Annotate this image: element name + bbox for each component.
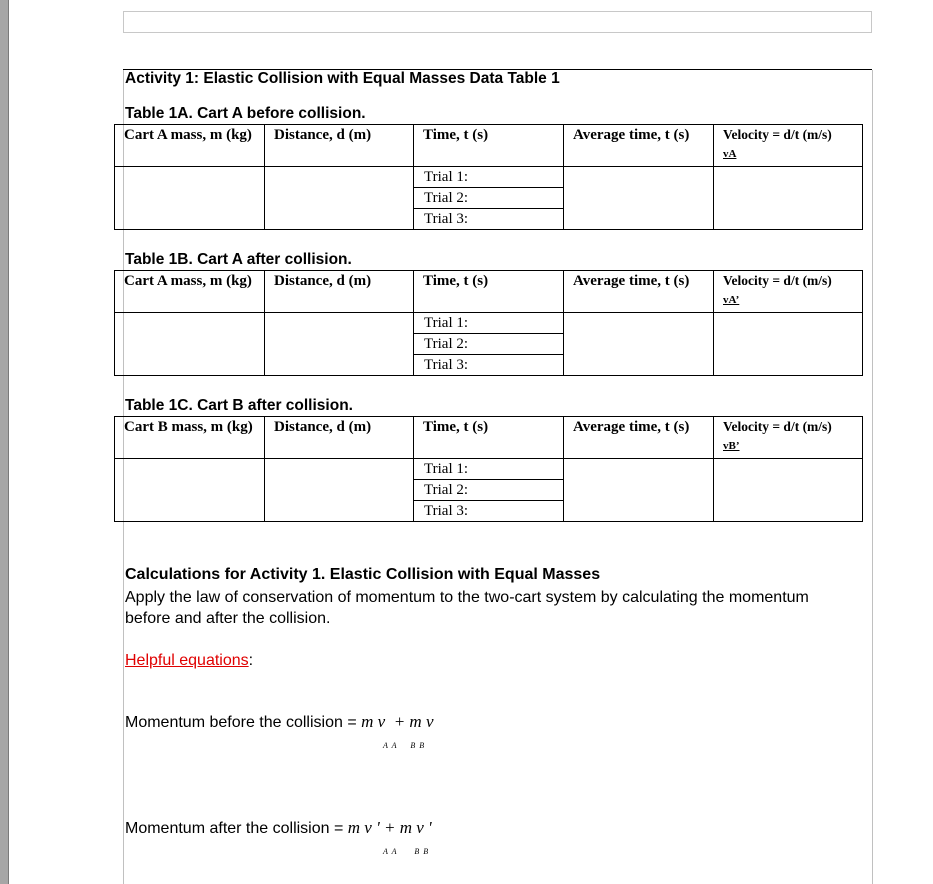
velocity-symbol: vA’ [723, 294, 740, 306]
time-header: Time, t (s) [414, 417, 564, 459]
velocity-symbol: vA [723, 148, 737, 160]
trial-3-cell[interactable]: Trial 3: [424, 503, 469, 519]
mass-header: Cart A mass, m (kg) [115, 125, 265, 167]
table-input-row [115, 167, 863, 230]
table-header-row [115, 271, 863, 313]
data-table-1b [114, 270, 863, 376]
trial-3-cell[interactable]: Trial 3: [424, 211, 469, 227]
momentum-after-equation [125, 818, 432, 838]
momentum-after-subscripts: A A B B [383, 847, 429, 856]
header-text-box[interactable] [123, 11, 872, 33]
mass-header: Cart B mass, m (kg) [115, 417, 265, 459]
distance-header: Distance, d (m) [265, 271, 414, 313]
table-header-row [115, 125, 863, 167]
trial-1-cell[interactable]: Trial 1: [414, 167, 563, 188]
table-1c-caption [125, 397, 353, 415]
momentum-after-label: Momentum after the collision = [125, 820, 348, 837]
distance-header: Distance, d (m) [265, 125, 414, 167]
data-table-1c [114, 416, 863, 522]
distance-input-cell[interactable] [265, 167, 414, 230]
table-1b-caption-prefix: Table 1B. [125, 251, 193, 268]
calculations-instructions: Apply the law of conservation of momentum to the two-cart system by calculating the momentum before and after the collision. [125, 589, 809, 627]
average-time-header: Average time, t (s) [564, 271, 714, 313]
window-left-edge [0, 0, 9, 884]
table-1a-caption [125, 105, 366, 123]
trial-1-cell[interactable]: Trial 1: [414, 459, 563, 480]
table-1a-caption-text: Cart A before collision. [192, 105, 366, 122]
momentum-before-label: Momentum before the collision = [125, 714, 362, 731]
distance-input-cell[interactable] [265, 459, 414, 522]
distance-header: Distance, d (m) [265, 417, 414, 459]
mass-input-cell[interactable] [115, 459, 265, 522]
average-time-header: Average time, t (s) [564, 125, 714, 167]
helpful-equations-label [125, 652, 253, 670]
mass-input-cell[interactable] [115, 167, 265, 230]
data-table-1a [114, 124, 863, 230]
momentum-after-expression: m v ' + m v ' [347, 818, 432, 837]
trial-2-cell[interactable]: Trial 2: [414, 188, 563, 209]
table-1c-caption-prefix: Table 1C. [125, 397, 193, 414]
velocity-formula: Velocity = d/t (m/s) [723, 419, 832, 434]
table-1b-caption [125, 251, 352, 269]
time-header: Time, t (s) [414, 271, 564, 313]
average-time-input-cell[interactable] [564, 313, 714, 376]
activity-title: Activity 1: Elastic Collision with Equal Masses Data Table 1 [125, 70, 560, 87]
velocity-formula: Velocity = d/t (m/s) [723, 273, 832, 288]
average-time-header: Average time, t (s) [564, 417, 714, 459]
time-trials-cell [414, 167, 564, 230]
calculations-title: Calculations for Activity 1. Elastic Collision with Equal Masses [125, 566, 601, 583]
table-1a-caption-prefix: Table 1A. [125, 105, 193, 122]
table-1b-caption-text: Cart A after collision. [192, 251, 352, 268]
helpful-colon: : [248, 652, 254, 669]
velocity-input-cell[interactable] [714, 459, 863, 522]
velocity-formula: Velocity = d/t (m/s) [723, 127, 832, 142]
trial-1-cell[interactable]: Trial 1: [414, 313, 563, 334]
time-trials-cell [414, 459, 564, 522]
velocity-symbol: vB’ [723, 440, 740, 452]
mass-input-cell[interactable] [115, 313, 265, 376]
trial-3-cell[interactable]: Trial 3: [424, 357, 469, 373]
velocity-input-cell[interactable] [714, 167, 863, 230]
table-1c-caption-text: Cart B after collision. [192, 397, 353, 414]
table-input-row [115, 313, 863, 376]
mass-header: Cart A mass, m (kg) [115, 271, 265, 313]
trial-2-cell[interactable]: Trial 2: [414, 480, 563, 501]
momentum-before-equation [125, 712, 434, 732]
distance-input-cell[interactable] [265, 313, 414, 376]
momentum-before-expression: m v + m v [361, 712, 434, 731]
velocity-header [714, 125, 863, 167]
time-header: Time, t (s) [414, 125, 564, 167]
trial-2-cell[interactable]: Trial 2: [414, 334, 563, 355]
helpful-equations-link[interactable]: Helpful equations [125, 652, 249, 669]
time-trials-cell [414, 313, 564, 376]
table-input-row [115, 459, 863, 522]
average-time-input-cell[interactable] [564, 167, 714, 230]
velocity-header [714, 271, 863, 313]
velocity-input-cell[interactable] [714, 313, 863, 376]
velocity-header [714, 417, 863, 459]
average-time-input-cell[interactable] [564, 459, 714, 522]
table-header-row [115, 417, 863, 459]
momentum-before-subscripts: A A B B [383, 741, 425, 750]
